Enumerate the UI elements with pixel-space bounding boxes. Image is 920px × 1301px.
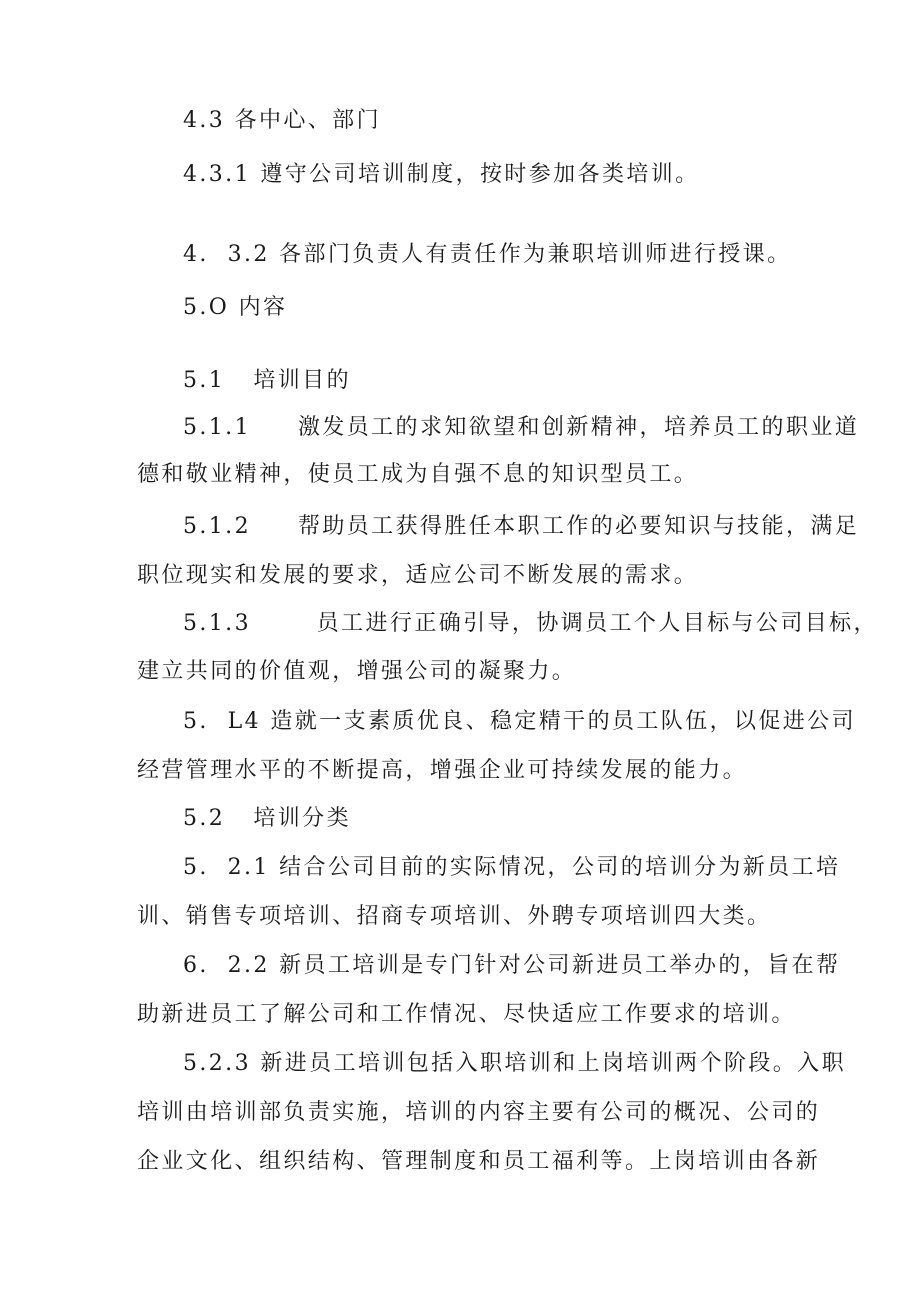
heading-4-3: 4.3 各中心、部门 — [183, 108, 381, 133]
paragraph-5-1-3-line-1: 5.1.3 员工进行正确引导，协调员工个人目标与公司目标， — [183, 611, 878, 636]
paragraph-5-2-2-line-2: 助新进员工了解公司和工作情况、尽快适应工作要求的培训。 — [137, 1002, 796, 1027]
paragraph-5-1-4-line-1: 5. L4 造就一支素质优良、稳定精干的员工队伍，以促进公司 — [183, 709, 856, 734]
paragraph-5-1-1-line-2: 德和敬业精神，使员工成为自强不息的知识型员工。 — [137, 462, 699, 487]
paragraph-4-3-2: 4. 3.2 各部门负责人有责任作为兼职培训师进行授课。 — [183, 242, 792, 267]
heading-5-0: 5.O 内容 — [183, 295, 288, 320]
paragraph-5-1-1-line-1: 5.1.1 激发员工的求知欲望和创新精神，培养员工的职业道 — [183, 415, 860, 440]
paragraph-4-3-1: 4.3.1 遵守公司培训制度，按时参加各类培训。 — [183, 162, 700, 187]
paragraph-5-2-3-line-1: 5.2.3 新进员工培训包括入职培训和上岗培训两个阶段。入职 — [183, 1051, 846, 1076]
paragraph-5-2-3-line-2: 培训由培训部负责实施，培训的内容主要有公司的概况、公司的 — [137, 1100, 821, 1125]
paragraph-5-1-2-line-2: 职位现实和发展的要求，适应公司不断发展的需求。 — [137, 563, 699, 588]
heading-5-2: 5.2 培训分类 — [183, 806, 351, 831]
paragraph-5-2-1-line-2: 训、销售专项培训、招商专项培训、外聘专项培训四大类。 — [137, 904, 772, 929]
paragraph-5-1-2-line-1: 5.1.2 帮助员工获得胜任本职工作的必要知识与技能，满足 — [183, 514, 860, 539]
paragraph-5-1-3-line-2: 建立共同的价值观，增强公司的凝聚力。 — [137, 659, 577, 684]
paragraph-5-2-2-line-1: 6. 2.2 新员工培训是专门针对公司新进员工举办的，旨在帮 — [183, 953, 841, 978]
heading-5-1: 5.1 培训目的 — [183, 368, 351, 393]
paragraph-5-2-1-line-1: 5. 2.1 结合公司目前的实际情况，公司的培训分为新员工培 — [183, 855, 841, 880]
paragraph-5-1-4-line-2: 经营管理水平的不断提高，增强企业可持续发展的能力。 — [137, 758, 748, 783]
paragraph-5-2-3-line-3: 企业文化、组织结构、管理制度和员工福利等。上岗培训由各新 — [137, 1149, 821, 1174]
